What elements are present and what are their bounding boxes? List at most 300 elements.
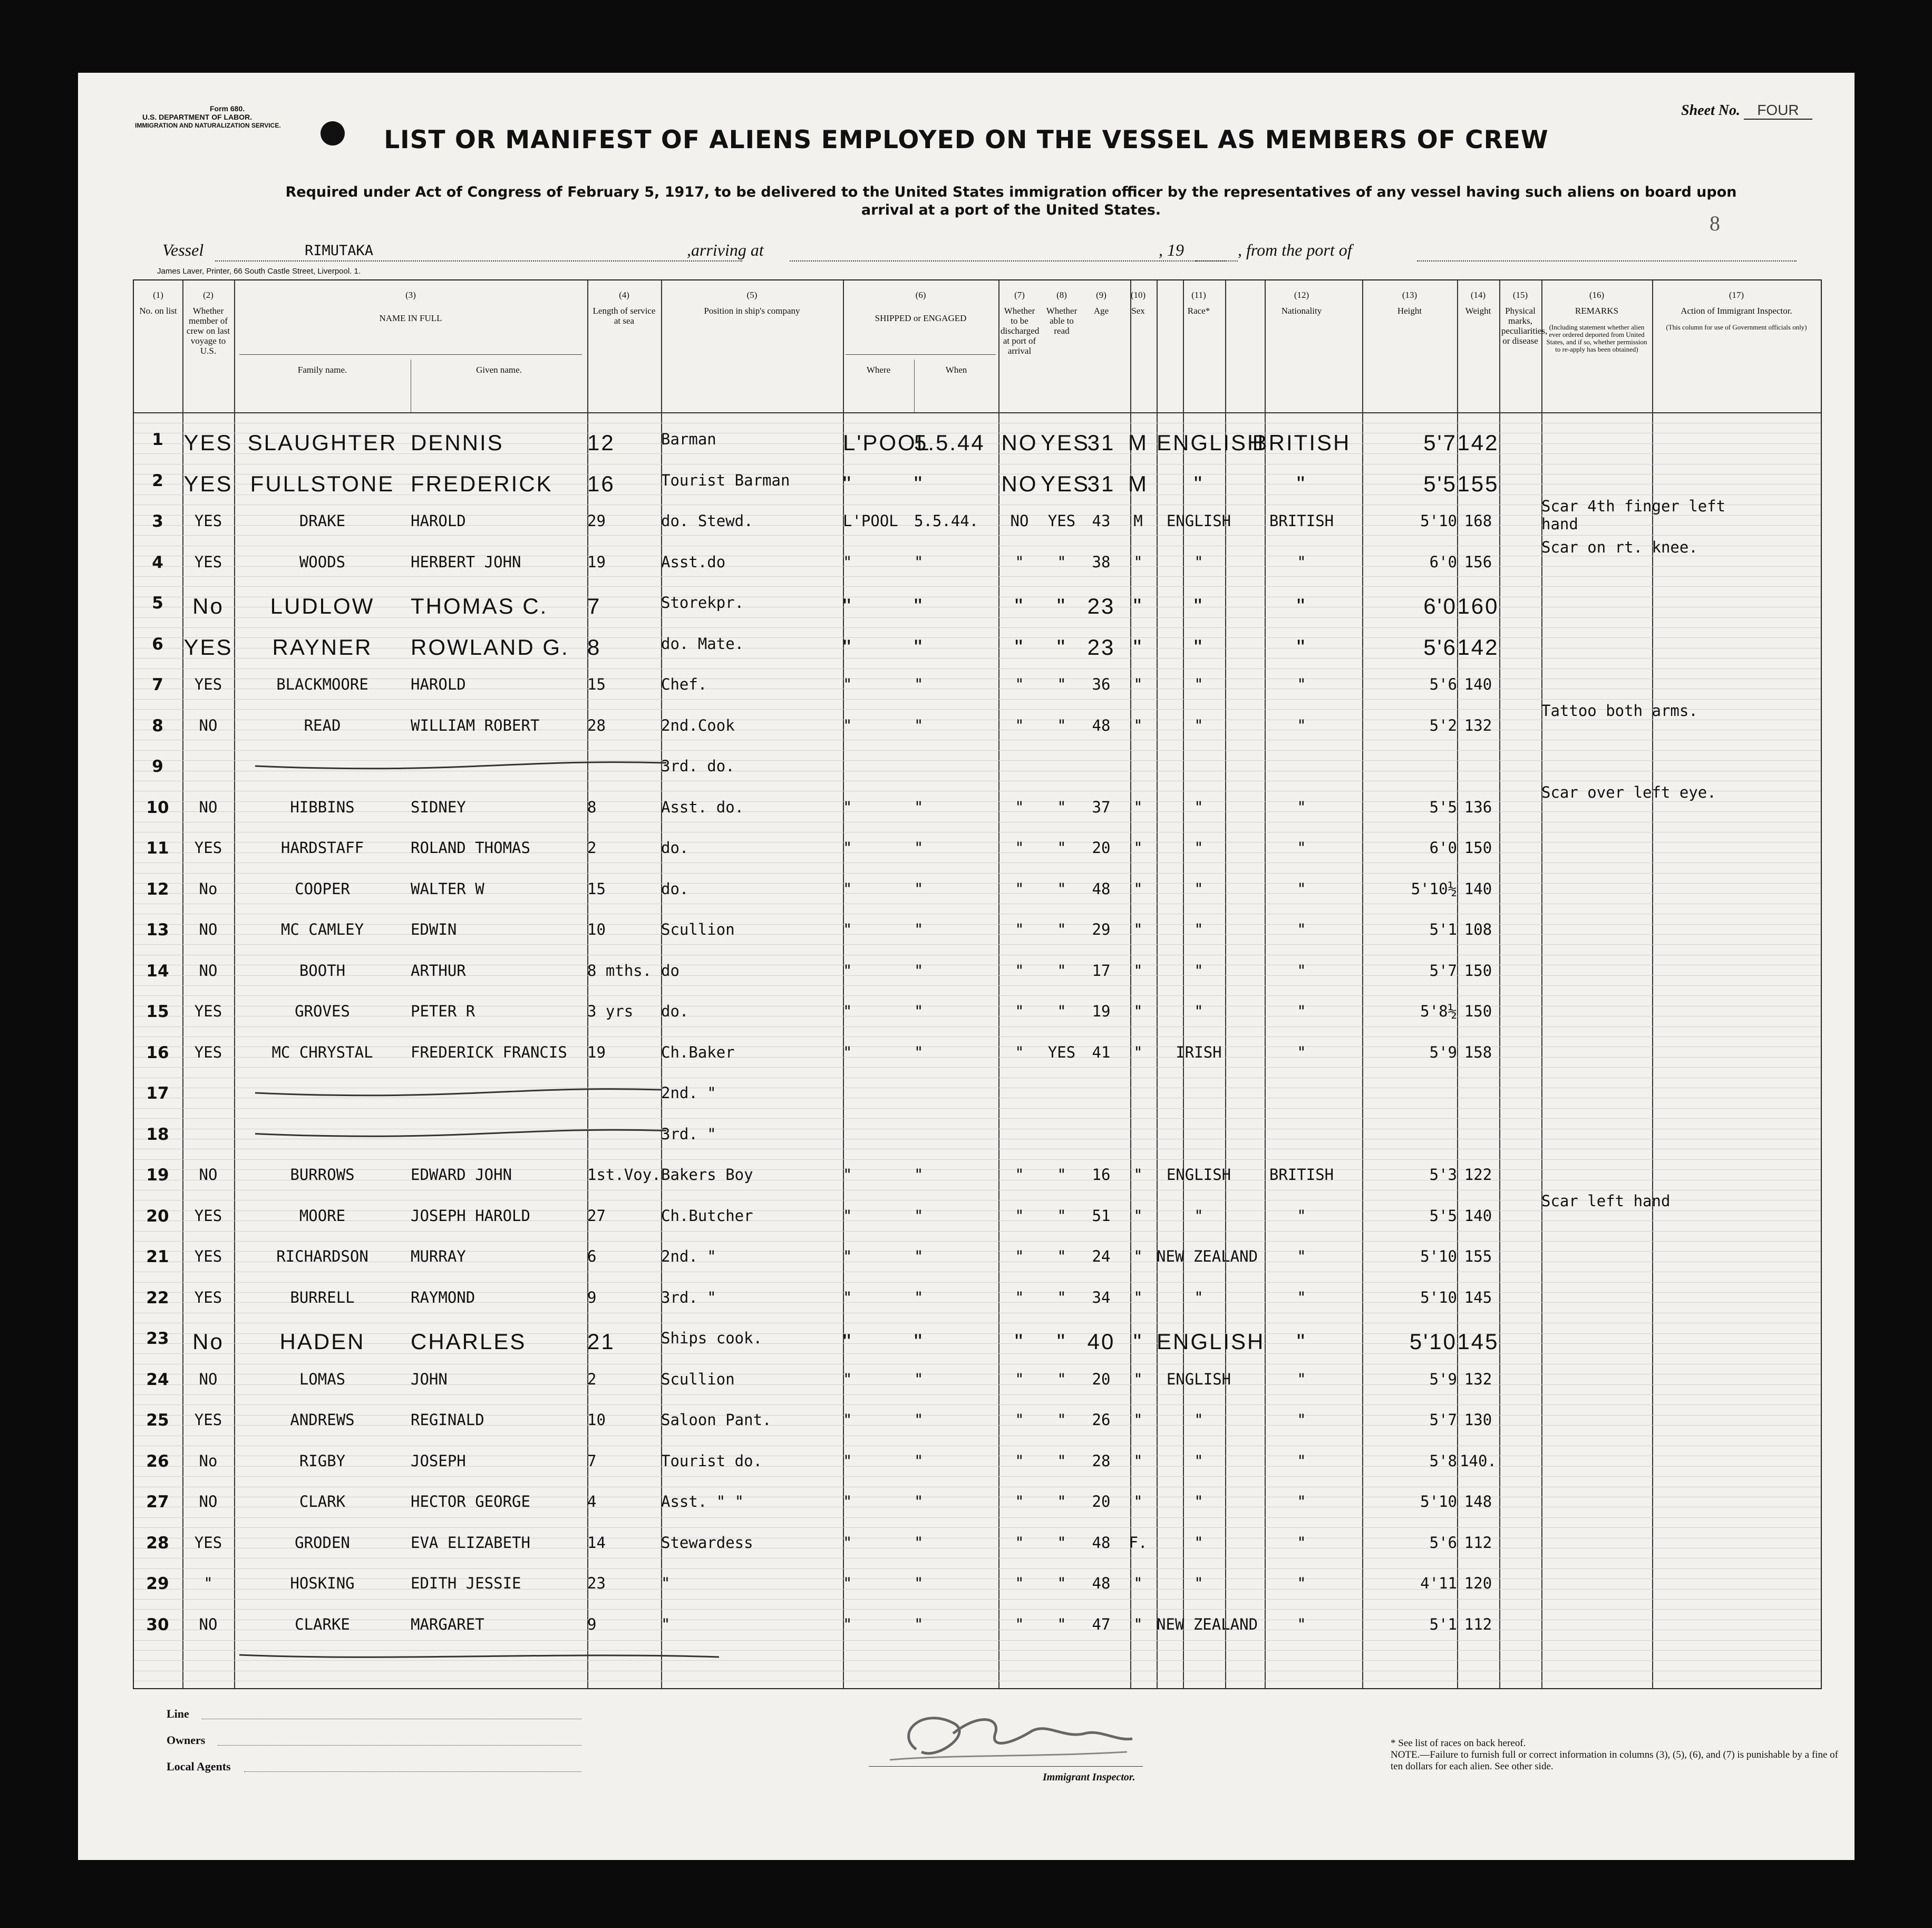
weight-value: 130 (1464, 1411, 1492, 1429)
printer-imprint: James Laver, Printer, 66 South Castle Street, Liverpool. 1. (157, 267, 361, 276)
shipped-where: " (843, 1574, 852, 1592)
nationality-value: " (1297, 1247, 1306, 1265)
family-name: RICHARDSON (276, 1247, 368, 1265)
service-length: 2 (587, 1370, 597, 1388)
given-name: JOHN (411, 1370, 448, 1388)
nationality-value: " (1297, 1574, 1306, 1592)
race-value: " (1194, 1411, 1203, 1429)
previous-voyage-value: YES (194, 839, 222, 857)
shipped-when: " (914, 879, 924, 898)
sex-value: M (1128, 430, 1148, 455)
shipped-where: " (843, 798, 852, 816)
nationality-value: " (1297, 1411, 1306, 1429)
shipped-where: L'POOL (843, 430, 931, 455)
column-subheader: Given name. (476, 365, 522, 375)
nationality-value: BRITISH (1269, 1166, 1334, 1184)
sex-value: " (1133, 1002, 1143, 1020)
nationality-value: " (1297, 921, 1306, 938)
strike-line (255, 1089, 661, 1096)
column-header: REMARKS (1575, 306, 1619, 316)
given-name: JOSEPH HAROLD (411, 1206, 530, 1225)
column-header: Age (1093, 306, 1109, 316)
service-length: 9 (587, 1615, 597, 1633)
previous-voyage-value: No (199, 1451, 218, 1470)
previous-voyage-value: NO (199, 1493, 218, 1510)
pencil-mark: 8 (1710, 211, 1720, 235)
family-name: DRAKE (299, 512, 346, 530)
column-header: Whether to be discharged at port of arrival (1001, 306, 1040, 356)
column-header: Nationality (1281, 306, 1322, 316)
row-number: 27 (146, 1493, 169, 1512)
position-value: Ch.Butcher (661, 1206, 753, 1225)
can-read-value: " (1057, 1574, 1066, 1592)
age-value: 37 (1092, 798, 1111, 816)
service-length: 2 (587, 839, 597, 857)
sheet-value: FOUR (1744, 102, 1812, 120)
shipped-when: " (914, 1615, 924, 1633)
race-value: " (1194, 716, 1203, 734)
race-value: ENGLISH (1157, 430, 1265, 455)
row-number: 8 (152, 716, 163, 735)
given-name: PETER R (411, 1002, 475, 1020)
nationality-value: " (1297, 1288, 1306, 1306)
age-value: 48 (1092, 1533, 1111, 1552)
previous-voyage-value: No (199, 879, 218, 898)
shipped-when: " (914, 634, 924, 660)
nationality-value: " (1297, 798, 1306, 816)
service-length: 4 (587, 1493, 597, 1510)
row-number: 4 (152, 553, 163, 572)
row-number: 19 (146, 1166, 169, 1185)
row-number: 1 (152, 430, 163, 449)
shipped-where: " (843, 961, 852, 980)
shipped-where: L'POOL (843, 512, 898, 530)
sex-value: " (1133, 1288, 1143, 1306)
shipped-where: " (843, 1411, 852, 1429)
can-read-value: " (1057, 1166, 1066, 1184)
family-name: CLARK (299, 1493, 346, 1510)
position-value: Saloon Pant. (661, 1411, 772, 1429)
shipped-when: " (914, 798, 924, 816)
sex-value: " (1133, 1574, 1143, 1592)
sex-value: " (1133, 1206, 1143, 1225)
shipped-when: " (914, 1206, 924, 1225)
column-header: SHIPPED or ENGAGED (875, 313, 967, 323)
shipped-when: " (914, 1411, 924, 1429)
race-value: " (1194, 1288, 1203, 1306)
shipped-where: " (843, 594, 852, 618)
row-number: 14 (146, 961, 169, 981)
weight-value: 136 (1464, 798, 1492, 816)
family-name: MC CAMLEY (280, 921, 364, 938)
height-value: 5'7 (1429, 961, 1457, 980)
position-value: do. Mate. (661, 634, 744, 653)
weight-value: 168 (1464, 512, 1492, 530)
nationality-value: BRITISH (1252, 430, 1351, 455)
shipped-where: " (843, 675, 852, 693)
height-value: 5'6 (1429, 1533, 1457, 1552)
previous-voyage-value: " (203, 1574, 213, 1592)
given-name: EDITH JESSIE (411, 1574, 521, 1592)
nationality-value: " (1297, 839, 1306, 857)
row-number: 17 (146, 1084, 169, 1103)
sex-value: " (1133, 1493, 1143, 1510)
height-value: 5'10 (1409, 1329, 1457, 1354)
nationality-value: BRITISH (1269, 512, 1334, 530)
race-value: " (1194, 879, 1203, 898)
service-length: 19 (587, 553, 606, 571)
given-name: ROLAND THOMAS (411, 839, 530, 857)
given-name: HAROLD (411, 512, 466, 530)
service-length: 12 (587, 430, 615, 455)
position-value: Scullion (661, 921, 735, 938)
position-value: 2nd. " (661, 1247, 716, 1265)
race-value: IRISH (1176, 1043, 1222, 1061)
row-number: 23 (146, 1329, 169, 1348)
family-name: BURROWS (290, 1166, 355, 1184)
weight-value: 132 (1464, 716, 1492, 734)
weight-value: 145 (1464, 1288, 1492, 1306)
can-read-value: " (1057, 839, 1066, 857)
weight-value: 142 (1457, 634, 1499, 660)
sex-value: " (1133, 675, 1143, 693)
shipped-where: " (843, 1288, 852, 1306)
discharge-value: " (1015, 879, 1024, 898)
can-read-value: " (1057, 961, 1066, 980)
sex-value: " (1133, 716, 1143, 734)
row-number: 7 (152, 675, 163, 694)
race-value: NEW ZEALAND (1157, 1615, 1258, 1633)
race-value: " (1194, 471, 1203, 496)
position-value: Asst.do (661, 553, 726, 571)
sex-value: F. (1129, 1533, 1148, 1552)
previous-voyage-value: No (192, 1329, 224, 1354)
sex-value: " (1133, 1411, 1143, 1429)
manifest-sheet (78, 73, 1855, 1860)
height-value: 5'6 (1423, 634, 1457, 660)
can-read-value: " (1057, 675, 1066, 693)
nationality-value: " (1297, 961, 1306, 980)
column-number: (2) (203, 290, 213, 300)
service-length: 9 (587, 1288, 597, 1306)
discharge-value: " (1015, 798, 1024, 816)
age-value: 51 (1092, 1206, 1111, 1225)
family-name: MOORE (299, 1206, 346, 1225)
column-number: (3) (405, 290, 416, 300)
height-value: 5'7 (1423, 430, 1457, 455)
column-number: (12) (1294, 290, 1309, 300)
height-value: 5'2 (1429, 716, 1457, 734)
can-read-value: " (1057, 1533, 1066, 1552)
previous-voyage-value: YES (183, 471, 233, 496)
nationality-value: " (1297, 553, 1306, 571)
age-value: 23 (1087, 594, 1115, 618)
service-length: 3 yrs (587, 1002, 634, 1020)
department-name: U.S. DEPARTMENT OF LABOR. (142, 113, 253, 121)
height-value: 6'0 (1423, 594, 1457, 618)
column-header: Whether able to read (1046, 306, 1077, 336)
can-read-value: " (1057, 1329, 1066, 1354)
sex-value: " (1133, 798, 1143, 816)
race-value: " (1194, 1493, 1203, 1510)
physical-marks: Scar 4th finger left hand (1541, 497, 1726, 533)
family-name: LUDLOW (270, 594, 375, 618)
race-value: " (1194, 921, 1203, 938)
age-value: 48 (1092, 879, 1111, 898)
previous-voyage-value: NO (199, 1166, 218, 1184)
given-name: MARGARET (411, 1615, 484, 1633)
nationality-value: " (1297, 1615, 1306, 1633)
shipped-where: " (843, 1329, 852, 1354)
shipped-where: " (843, 716, 852, 734)
shipped-when: " (914, 716, 924, 734)
nationality-value: " (1297, 1329, 1306, 1354)
position-value: 3rd. " (661, 1125, 716, 1143)
service-length: 15 (587, 675, 606, 693)
sex-value: " (1133, 1166, 1143, 1184)
service-length: 1st.Voy. (587, 1166, 661, 1184)
previous-voyage-value: NO (199, 921, 218, 938)
race-value: " (1194, 634, 1203, 660)
position-value: do. (661, 1002, 689, 1020)
family-name: RAYNER (272, 634, 373, 660)
age-value: 16 (1092, 1166, 1111, 1184)
position-value: " (661, 1574, 671, 1592)
column-number: (6) (915, 290, 926, 300)
previous-voyage-value: NO (199, 1615, 218, 1633)
service-length: 15 (587, 879, 606, 898)
race-value: " (1194, 1533, 1203, 1552)
discharge-value: " (1015, 1002, 1024, 1020)
shipped-when: " (914, 675, 924, 693)
height-value: 5'10 (1420, 512, 1457, 530)
column-header: No. on list (139, 306, 177, 316)
position-value: Tourist do. (661, 1451, 763, 1470)
given-name: EVA ELIZABETH (411, 1533, 530, 1552)
position-value: Asst. " " (661, 1493, 744, 1510)
shipped-when: 5.5.44 (914, 430, 985, 455)
can-read-value: " (1057, 1411, 1066, 1429)
shipped-when: " (914, 553, 924, 571)
family-name: BURRELL (290, 1288, 355, 1306)
previous-voyage-value: YES (194, 675, 222, 693)
height-value: 5'10½ (1411, 879, 1457, 898)
sex-value: " (1133, 1615, 1143, 1633)
discharge-value: " (1015, 1451, 1024, 1470)
line-label: Line (167, 1707, 189, 1720)
row-number: 2 (152, 471, 163, 490)
page-subtitle: Required under Act of Congress of February 5, 1917, to be delivered to the United States immigration officer by the representatives of any vessel having such aliens on board upon arrival at a port of the United States. (285, 184, 1737, 218)
position-value: Tourist Barman (661, 471, 790, 489)
given-name: SIDNEY (411, 798, 466, 816)
strike-line (255, 762, 666, 769)
discharge-value: " (1015, 594, 1024, 618)
age-value: 41 (1092, 1043, 1111, 1061)
family-name: HIBBINS (290, 798, 355, 816)
discharge-value: " (1015, 1329, 1024, 1354)
weight-value: 148 (1464, 1493, 1492, 1510)
sex-value: " (1133, 594, 1143, 618)
row-number: 15 (146, 1002, 169, 1021)
given-name: HERBERT JOHN (411, 553, 521, 571)
physical-marks: Scar on rt. knee. (1541, 538, 1698, 556)
given-name: FREDERICK FRANCIS (411, 1043, 567, 1061)
service-length: 7 (587, 1451, 597, 1470)
weight-value: 122 (1464, 1166, 1492, 1184)
given-name: JOSEPH (411, 1451, 466, 1470)
given-name: WILLIAM ROBERT (411, 716, 540, 734)
previous-voyage-value: YES (194, 1002, 222, 1020)
service-length: 10 (587, 1411, 606, 1429)
discharge-value: " (1015, 1574, 1024, 1592)
position-value: 3rd. do. (661, 757, 735, 775)
row-number: 21 (146, 1247, 169, 1266)
can-read-value: " (1057, 553, 1066, 571)
discharge-value: " (1015, 1288, 1024, 1306)
given-name: WALTER W (411, 879, 484, 898)
height-value: 5'10 (1420, 1247, 1457, 1265)
shipped-when: " (914, 1002, 924, 1020)
shipped-when: 5.5.44. (914, 512, 979, 530)
family-name: HARDSTAFF (280, 839, 364, 857)
family-name: ANDREWS (290, 1411, 355, 1429)
column-header: Position in ship's company (704, 306, 800, 316)
shipped-when: " (914, 1493, 924, 1510)
discharge-value: " (1015, 716, 1024, 734)
previous-voyage-value: NO (199, 1370, 218, 1388)
family-name: READ (304, 716, 341, 734)
shipped-when: " (914, 594, 924, 618)
column-number: (16) (1589, 290, 1605, 300)
shipped-where: " (843, 553, 852, 571)
age-value: 17 (1092, 961, 1111, 980)
age-value: 48 (1092, 1574, 1111, 1592)
shipped-when: " (914, 1166, 924, 1184)
given-name: RAYMOND (411, 1288, 475, 1306)
previous-voyage-value: YES (194, 1206, 222, 1225)
family-name: WOODS (299, 553, 346, 571)
family-name: RIGBY (299, 1451, 346, 1470)
column-header: Whether member of crew on last voyage to U.S. (186, 306, 230, 356)
age-value: 31 (1087, 430, 1115, 455)
sex-value: " (1133, 1043, 1143, 1061)
age-value: 19 (1092, 1002, 1111, 1020)
strike-lines (134, 280, 1821, 1688)
age-value: 28 (1092, 1451, 1111, 1470)
can-read-value: " (1057, 1493, 1066, 1510)
row-number: 25 (146, 1411, 169, 1430)
service-length: 27 (587, 1206, 606, 1225)
position-value: Asst. do. (661, 798, 744, 816)
height-value: 5'9 (1429, 1043, 1457, 1061)
shipped-where: " (843, 471, 852, 496)
previous-voyage-value: No (192, 594, 224, 618)
column-number: (7) (1014, 290, 1025, 300)
row-number: 30 (146, 1615, 169, 1634)
weight-value: 160 (1457, 594, 1499, 618)
position-value: Storekpr. (661, 594, 744, 612)
age-value: 43 (1092, 512, 1111, 530)
row-number: 13 (146, 921, 169, 939)
discharge-value: " (1015, 1370, 1024, 1388)
nationality-value: " (1297, 1533, 1306, 1552)
column-number: (13) (1402, 290, 1418, 300)
shipped-where: " (843, 1451, 852, 1470)
can-read-value: " (1057, 921, 1066, 938)
family-name: LOMAS (299, 1370, 346, 1388)
can-read-value: " (1057, 1451, 1066, 1470)
column-subheader: When (945, 365, 967, 375)
race-note: * See list of races on back hereof. (1391, 1738, 1526, 1749)
position-value: Bakers Boy (661, 1166, 753, 1184)
weight-value: 140 (1464, 675, 1492, 693)
local-agents-label: Local Agents (167, 1760, 231, 1773)
given-name: DENNIS (411, 430, 504, 455)
shipped-when: " (914, 1247, 924, 1265)
can-read-value: " (1057, 1206, 1066, 1225)
weight-value: 155 (1464, 1247, 1492, 1265)
race-value: " (1194, 798, 1203, 816)
service-length: 28 (587, 716, 606, 734)
previous-voyage-value: YES (194, 1288, 222, 1306)
can-read-value: " (1057, 1247, 1066, 1265)
row-number: 22 (146, 1288, 169, 1307)
weight-value: 156 (1464, 553, 1492, 571)
row-number: 9 (152, 757, 163, 776)
column-header: Length of service at sea (593, 306, 656, 326)
column-subheader: Family name. (297, 365, 347, 375)
shipped-where: " (843, 1247, 852, 1265)
previous-voyage-value: YES (183, 634, 233, 660)
family-name: CLARKE (295, 1615, 350, 1633)
race-value: " (1194, 594, 1203, 618)
shipped-when: " (914, 1574, 924, 1592)
column-header: Weight (1465, 306, 1491, 316)
height-value: 5'10 (1420, 1493, 1457, 1510)
nationality-value: " (1297, 1370, 1306, 1388)
position-value: Scullion (661, 1370, 735, 1388)
sex-value: " (1133, 634, 1143, 660)
vessel-label: Vessel (162, 240, 204, 259)
column-number: (8) (1056, 290, 1067, 300)
weight-value: 155 (1457, 471, 1499, 496)
weight-value: 140. (1460, 1451, 1497, 1470)
shipped-when: " (914, 1288, 924, 1306)
given-name: CHARLES (411, 1329, 527, 1354)
nationality-value: " (1297, 594, 1306, 618)
column-header: Action of Immigrant Inspector. (1681, 306, 1792, 316)
sex-value: " (1133, 1329, 1143, 1354)
row-number: 28 (146, 1533, 169, 1553)
age-value: 31 (1087, 471, 1115, 496)
service-length: 16 (587, 471, 615, 496)
shipped-when: " (914, 1533, 924, 1552)
column-number: (17) (1729, 290, 1744, 300)
given-name: REGINALD (411, 1411, 484, 1429)
age-value: 48 (1092, 716, 1111, 734)
weight-value: 120 (1464, 1574, 1492, 1592)
family-name: HOSKING (290, 1574, 355, 1592)
can-read-value: " (1057, 594, 1066, 618)
position-value: do (661, 961, 679, 980)
nationality-value: " (1297, 471, 1306, 496)
weight-value: 150 (1464, 961, 1492, 980)
penalty-note: NOTE.—Failure to furnish full or correct information in columns (3), (5), (6), and (7) is punishable by a fine of ten dollars for each alien. See other side. (1391, 1749, 1838, 1772)
shipped-where: " (843, 1533, 852, 1552)
shipped-when: " (914, 1329, 924, 1354)
race-value: " (1194, 1574, 1203, 1592)
family-name: GROVES (295, 1002, 350, 1020)
